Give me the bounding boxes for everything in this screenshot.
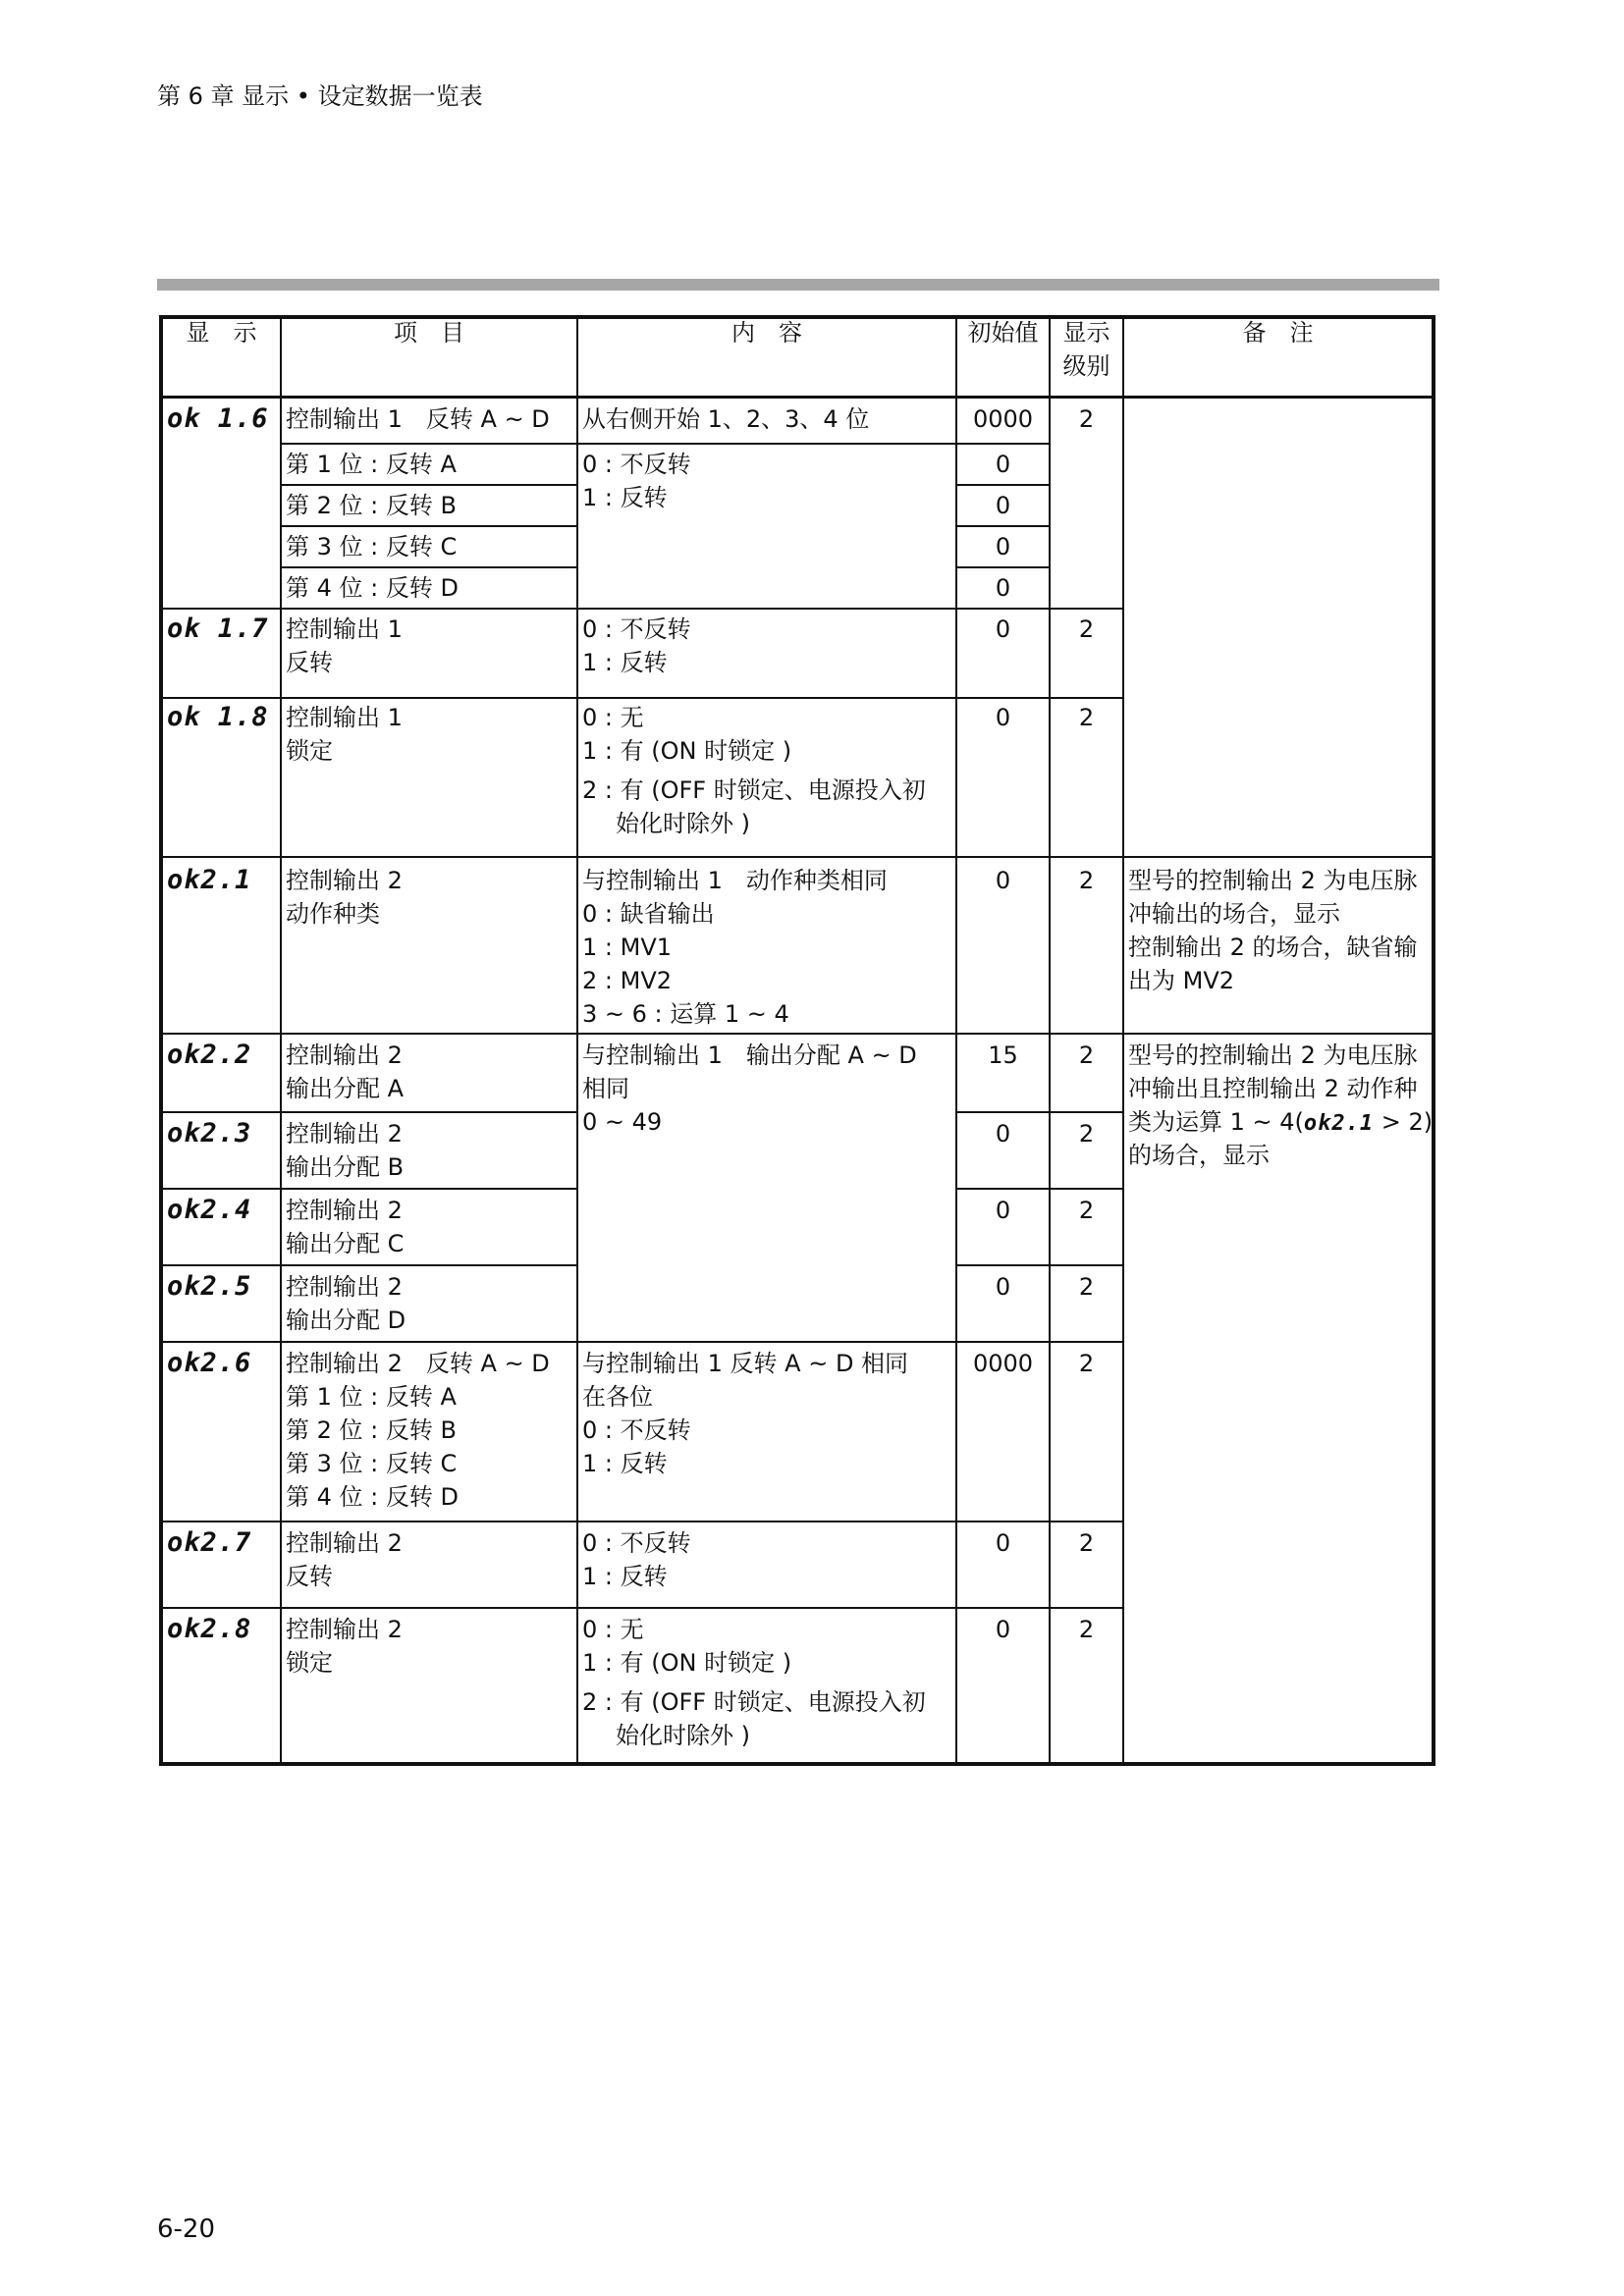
header-level: [1051, 316, 1122, 383]
content-cell: 3 ~ 6 : 运算 1 ~ 4: [582, 1000, 789, 1028]
note-cell: 型号的控制输出 2 为电压脉: [1128, 867, 1418, 894]
row-divider: [957, 1264, 1122, 1266]
row-divider: [957, 525, 1049, 527]
initial-cell: 15: [988, 1041, 1018, 1069]
content-cell: 0 : 不反转: [582, 615, 691, 643]
item-cell: 第 4 位 : 反转 D: [286, 574, 459, 602]
header-level-line1: 显示: [1062, 319, 1110, 347]
row-divider: [282, 525, 576, 527]
row-divider: [159, 1188, 576, 1190]
level-cell: 2: [1078, 1529, 1095, 1557]
row-divider: [282, 484, 576, 486]
display-code: ok2.3: [167, 1118, 252, 1148]
column-divider: [1122, 315, 1124, 1766]
initial-cell: 0: [995, 574, 1011, 602]
shared-note-text: > 2): [1374, 1108, 1434, 1136]
content-cell: 0 : 不反转: [582, 451, 691, 478]
initial-cell: 0: [995, 615, 1011, 643]
content-cell: 0 : 不反转: [582, 1416, 691, 1444]
item-cell: 控制输出 2: [286, 1120, 403, 1148]
content-cell: 始化时除外 ): [616, 1722, 750, 1749]
initial-cell: 0: [995, 867, 1011, 894]
row-divider: [957, 566, 1049, 568]
initial-cell: 0: [995, 1616, 1011, 1643]
item-cell: 锁定: [286, 737, 333, 765]
display-code: ok2.2: [167, 1040, 252, 1070]
content-cell: 1 : 反转: [582, 1450, 668, 1477]
initial-cell: 0: [995, 533, 1011, 561]
display-code: ok2.8: [167, 1614, 252, 1644]
display-code: ok2.5: [167, 1271, 252, 1302]
row-divider: [282, 443, 955, 445]
item-cell: 第 4 位 : 反转 D: [286, 1483, 459, 1511]
initial-cell: 0: [995, 1197, 1011, 1224]
row-divider: [159, 856, 1435, 858]
row-divider: [159, 608, 1122, 610]
level-cell: 2: [1078, 405, 1095, 433]
row-divider: [159, 1607, 1122, 1609]
item-cell: 控制输出 2: [286, 867, 403, 894]
display-code: ok2.1: [167, 865, 252, 895]
row-divider: [159, 1111, 576, 1113]
row-divider: [159, 697, 1122, 699]
initial-cell: 0: [995, 1120, 1011, 1148]
level-cell: 2: [1078, 1616, 1095, 1643]
level-cell: 2: [1078, 704, 1095, 731]
initial-cell: 0: [995, 704, 1011, 731]
initial-cell: 0000: [972, 1350, 1034, 1377]
note-cell: 冲输出的场合，显示: [1128, 900, 1340, 928]
row-divider: [159, 1033, 1435, 1035]
display-code: ok2.4: [167, 1195, 252, 1225]
content-cell: 1 : MV1: [582, 934, 673, 961]
initial-cell: 0: [995, 492, 1011, 519]
row-divider: [159, 1521, 1122, 1522]
header-display: 显 示: [186, 319, 257, 347]
shared-content: 与控制输出 1 输出分配 A ~ D: [582, 1041, 917, 1069]
content-cell: 从右侧开始 1、2、3、4 位: [582, 405, 870, 433]
header-divider: [159, 396, 1435, 399]
shared-content: 0 ~ 49: [582, 1108, 663, 1136]
row-divider: [957, 1111, 1122, 1113]
initial-cell: 0: [995, 1273, 1011, 1301]
shared-note: 的场合，显示: [1128, 1142, 1270, 1169]
item-cell: 反转: [286, 649, 333, 676]
content-cell: 2 : 有 (OFF 时锁定、电源投入初: [582, 1688, 926, 1716]
item-cell: 第 3 位 : 反转 C: [286, 1450, 458, 1477]
shared-note: 冲输出且控制输出 2 动作种: [1128, 1075, 1418, 1102]
note-cell: 控制输出 2 的场合，缺省输: [1128, 934, 1418, 961]
shared-content: 相同: [582, 1075, 629, 1102]
item-cell: 输出分配 A: [286, 1075, 405, 1102]
content-cell: 始化时除外 ): [616, 810, 750, 837]
item-cell: 第 2 位 : 反转 B: [286, 1416, 457, 1444]
level-cell: 2: [1078, 1350, 1095, 1377]
merged-cell-mask: [1051, 443, 1122, 608]
display-code: ok 1.8: [167, 702, 269, 732]
initial-cell: 0: [995, 1529, 1011, 1557]
item-cell: 控制输出 1 反转 A ~ D: [286, 405, 550, 433]
content-cell: 1 : 有 (ON 时锁定 ): [582, 737, 792, 765]
item-cell: 反转: [286, 1563, 333, 1590]
item-cell: 输出分配 C: [286, 1230, 405, 1257]
row-divider: [159, 1341, 1122, 1343]
item-cell: 第 1 位 : 反转 A: [286, 451, 457, 478]
shared-note: 型号的控制输出 2 为电压脉: [1128, 1041, 1418, 1069]
content-cell: 在各位: [582, 1383, 653, 1411]
level-cell: 2: [1078, 615, 1095, 643]
row-divider: [282, 566, 576, 568]
item-cell: 输出分配 B: [286, 1153, 405, 1181]
content-cell: 0 : 缺省输出: [582, 900, 715, 928]
row-divider: [957, 484, 1049, 486]
item-cell: 控制输出 2: [286, 1041, 403, 1069]
header-content: 内 容: [731, 319, 802, 347]
row-divider: [957, 1188, 1122, 1190]
content-cell: 0 : 无: [582, 1616, 644, 1643]
header-level-line2: 级别: [1062, 352, 1110, 380]
header-item: 项 目: [394, 319, 464, 347]
item-cell: 控制输出 2: [286, 1273, 403, 1301]
display-code: ok 1.6: [167, 403, 269, 434]
initial-cell: 0: [995, 451, 1011, 478]
content-cell: 1 : 反转: [582, 649, 668, 676]
item-cell: 动作种类: [286, 900, 380, 928]
row-divider: [159, 1264, 576, 1266]
item-cell: 控制输出 2: [286, 1197, 403, 1224]
content-cell: 2 : 有 (OFF 时锁定、电源投入初: [582, 776, 926, 804]
item-cell: 控制输出 2: [286, 1616, 403, 1643]
level-cell: 2: [1078, 867, 1095, 894]
item-cell: 输出分配 D: [286, 1307, 406, 1334]
item-cell: 第 3 位 : 反转 C: [286, 533, 458, 561]
item-cell: 第 1 位 : 反转 A: [286, 1383, 457, 1411]
page-header: 第 6 章 显示 • 设定数据一览表: [157, 82, 483, 110]
content-cell: 1 : 反转: [582, 484, 668, 511]
column-divider: [280, 315, 282, 1766]
item-cell: 控制输出 1: [286, 704, 403, 731]
note-cell: 出为 MV2: [1128, 967, 1235, 994]
page-number: 6-20: [157, 2215, 216, 2244]
shared-note-line: [1128, 1105, 1433, 1141]
display-code: ok2.7: [167, 1527, 252, 1558]
header-note: 备 注: [1242, 319, 1314, 347]
content-cell: 0 : 无: [582, 704, 644, 731]
content-cell: 1 : 有 (ON 时锁定 ): [582, 1649, 792, 1677]
header-initial: 初始值: [967, 319, 1039, 347]
level-cell: 2: [1078, 1120, 1095, 1148]
shared-note-text: 类为运算 1 ~ 4(: [1128, 1108, 1304, 1136]
content-cell: 0 : 不反转: [582, 1529, 691, 1557]
row-divider: [957, 443, 1049, 445]
item-cell: 第 2 位 : 反转 B: [286, 492, 457, 519]
item-cell: 锁定: [286, 1649, 333, 1677]
level-cell: 2: [1078, 1197, 1095, 1224]
level-cell: 2: [1078, 1273, 1095, 1301]
item-cell: 控制输出 2: [286, 1529, 403, 1557]
content-cell: 2 : MV2: [582, 967, 673, 994]
content-cell: 与控制输出 1 动作种类相同: [582, 867, 888, 894]
display-code: ok 1.7: [167, 614, 269, 644]
level-cell: 2: [1078, 1041, 1095, 1069]
shared-note-code: ok2.1: [1303, 1111, 1375, 1136]
header-rule: [157, 279, 1439, 291]
column-divider: [576, 315, 578, 1766]
display-code: ok2.6: [167, 1348, 252, 1378]
content-cell: 与控制输出 1 反转 A ~ D 相同: [582, 1350, 909, 1377]
item-cell: 控制输出 1: [286, 615, 403, 643]
content-cell: 1 : 反转: [582, 1563, 668, 1590]
item-cell: 控制输出 2 反转 A ~ D: [286, 1350, 550, 1377]
initial-cell: 0000: [972, 405, 1034, 433]
